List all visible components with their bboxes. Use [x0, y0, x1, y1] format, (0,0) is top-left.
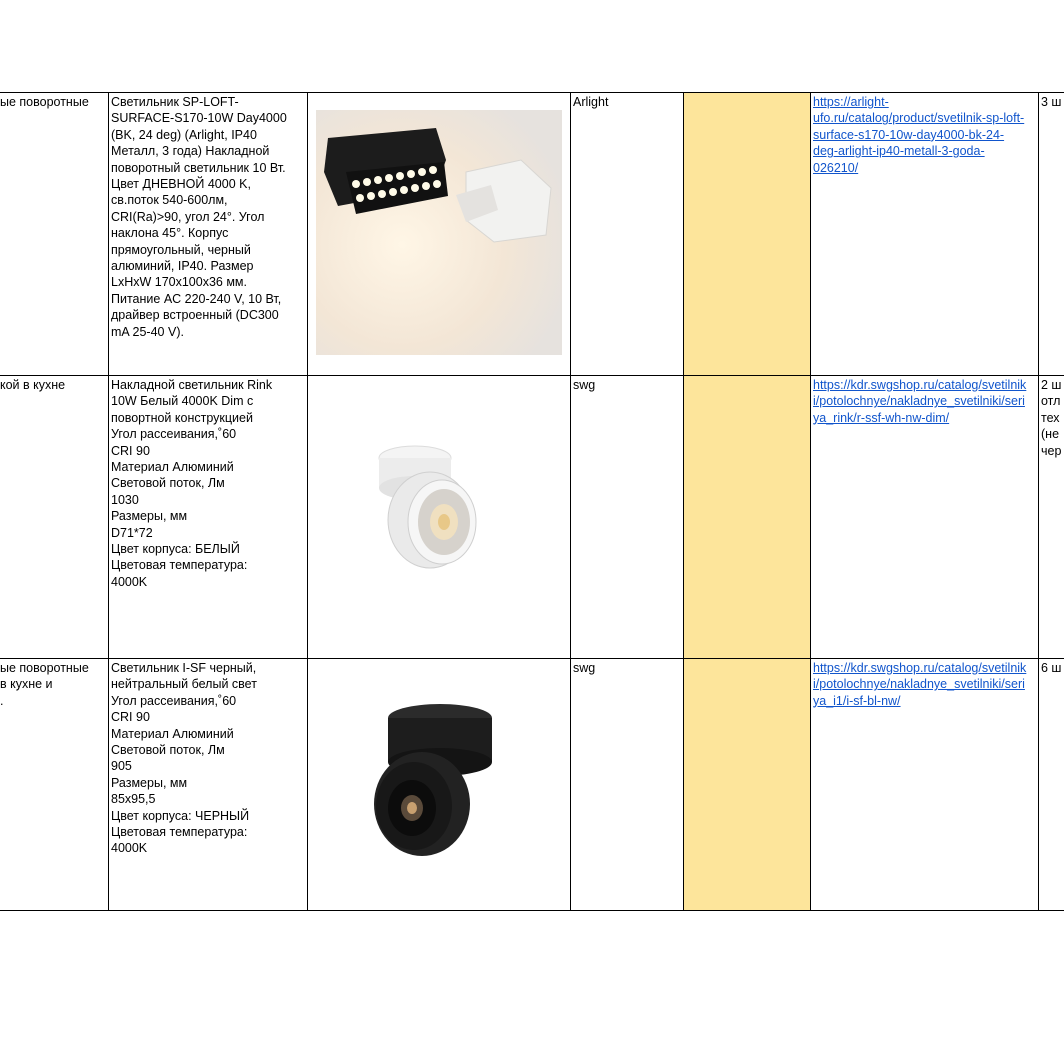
- cell-description: Светильник SP-LOFT- SURFACE-S170-10W Day4000 (BK, 24 deg) (Arlight, IP40 Металл, 3 года) Накладной поворотный светильник 10 Вт. Цвет ДНЕВНОЙ 4000 K, св.поток 540-600лм, CRI(Ra)>90, угол 24°. Угол наклона 45°. Корпус прямоугольный, черный алюминий, IP40. Размер LxHxW 170x100x36 мм. Питание AC 220-240 V, 10 Вт, драйвер встроенный (DC300 mA 25-40 V).: [111, 95, 287, 339]
- row-border: [0, 92, 1064, 93]
- column-border: [683, 92, 684, 911]
- cell-quantity: 2 ш отл тех (не чер: [1041, 378, 1062, 458]
- cell-quantity: 6 ш: [1041, 661, 1062, 675]
- column-border: [570, 92, 571, 911]
- row-border: [0, 658, 1064, 659]
- row-border: [0, 910, 1064, 911]
- column-border: [108, 92, 109, 911]
- column-border: [1038, 92, 1039, 911]
- row-border: [0, 375, 1064, 376]
- product-link[interactable]: https://kdr.swgshop.ru/catalog/svetilnik i/potolochnye/nakladnye_svetilniki/seri ya_rink/r-ssf-wh-nw-dim/: [813, 378, 1027, 425]
- cell-supplier: Arlight: [573, 95, 609, 109]
- product-link[interactable]: https://arlight- ufo.ru/catalog/product/svetilnik-sp-loft- surface-s170-10w-day4000-bk-24- deg-arlight-ip40-metall-3-goda- 026210/: [813, 95, 1025, 175]
- cell-name: кой в кухне: [0, 378, 66, 392]
- cell-supplier: swg: [573, 661, 596, 675]
- cell-name: ые поворотные: [0, 95, 89, 109]
- highlighted-column: [684, 93, 810, 910]
- column-border: [810, 92, 811, 911]
- product-photo: [370, 700, 500, 858]
- cell-name: ые поворотные в кухне и .: [0, 661, 89, 708]
- cell-quantity: 3 ш: [1041, 95, 1062, 109]
- product-photo: [370, 440, 500, 575]
- cell-supplier: swg: [573, 378, 596, 392]
- product-link[interactable]: https://kdr.swgshop.ru/catalog/svetilnik i/potolochnye/nakladnye_svetilniki/seri ya_i1/i-sf-bl-nw/: [813, 661, 1027, 708]
- cell-description: Светильник I-SF черный, нейтральный белый свет Угол рассеивания,˚60 CRI 90 Материал Алюминий Световой поток, Лм 905 Размеры, мм 85x95,5 Цвет корпуса: ЧЕРНЫЙ Цветовая температура: 4000K: [111, 661, 257, 856]
- product-photo: [316, 110, 562, 355]
- cell-description: Накладной светильник Rink 10W Белый 4000K Dim с повортной конструкцией Угол рассеивания,˚60 CRI 90 Материал Алюминий Световой поток, Лм 1030 Размеры, мм D71*72 Цвет корпуса: БЕЛЫЙ Цветовая температура: 4000K: [111, 378, 273, 589]
- column-border: [307, 92, 308, 911]
